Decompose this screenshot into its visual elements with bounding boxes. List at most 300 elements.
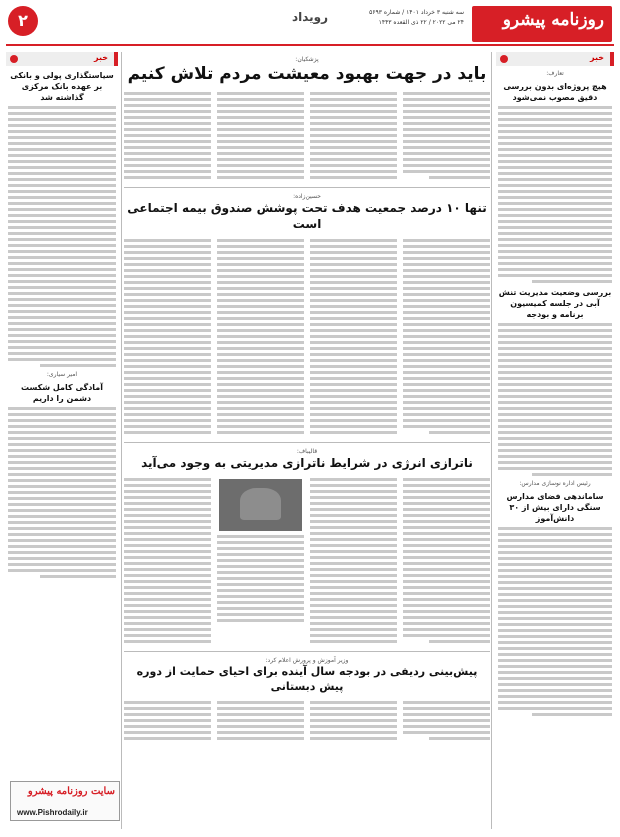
text-line — [403, 134, 490, 137]
text-line — [124, 640, 211, 643]
text-line — [124, 628, 211, 631]
text-line — [217, 269, 304, 272]
text-line — [217, 305, 304, 308]
text-line — [498, 461, 612, 464]
text-line — [124, 347, 211, 350]
text-line — [403, 580, 490, 583]
text-line — [498, 707, 612, 710]
text-line — [403, 568, 490, 571]
text-line — [217, 737, 304, 740]
text-line — [8, 106, 116, 109]
text-line — [124, 574, 211, 577]
story-headline[interactable]: سیاستگذاری پولی و بانکی بر عهده بانک مرکزی گذاشته شد — [10, 71, 114, 102]
text-line — [310, 245, 397, 248]
text-line — [498, 545, 612, 548]
text-line — [310, 502, 397, 505]
text-line — [403, 616, 490, 619]
text-line — [217, 547, 304, 550]
text-line — [8, 244, 116, 247]
text-line — [310, 616, 397, 619]
text-line — [498, 467, 612, 470]
text-line — [217, 707, 304, 710]
text-line — [310, 128, 397, 131]
text-line — [403, 164, 490, 167]
text-line — [217, 407, 304, 410]
text-line — [403, 371, 490, 374]
text-line — [124, 239, 211, 242]
text-line — [124, 158, 211, 161]
text-line — [403, 401, 490, 404]
text-line — [124, 419, 211, 422]
text-line — [498, 112, 612, 115]
text-line — [8, 563, 116, 566]
text-line — [310, 484, 397, 487]
text-line — [124, 713, 211, 716]
text-line — [124, 556, 211, 559]
text-line — [310, 140, 397, 143]
text-line — [403, 419, 490, 422]
text-line — [124, 737, 211, 740]
text-line — [498, 214, 612, 217]
text-line — [217, 323, 304, 326]
text-line — [124, 257, 211, 260]
text-line — [8, 208, 116, 211]
text-line — [124, 251, 211, 254]
text-line — [498, 353, 612, 356]
text-line — [310, 401, 397, 404]
issue-meta — [369, 8, 464, 28]
text-line — [310, 634, 397, 637]
story-kicker: امیر سیاری: — [46, 371, 78, 378]
text-line — [310, 335, 397, 338]
text-line — [310, 520, 397, 523]
text-line — [403, 347, 490, 350]
text-line — [498, 359, 612, 362]
text-line — [310, 490, 397, 493]
text-line — [217, 311, 304, 314]
text-line — [310, 395, 397, 398]
text-line — [124, 317, 211, 320]
text-line — [310, 514, 397, 517]
text-line — [217, 98, 304, 101]
text-line — [8, 461, 116, 464]
text-line — [403, 713, 490, 716]
news-band-label: خبر — [589, 53, 604, 62]
story-headline[interactable]: آمادگی کامل شکست دشمن را داریم — [21, 383, 103, 403]
text-line — [310, 640, 397, 643]
story-body — [124, 698, 490, 743]
text-line — [498, 256, 612, 259]
text-line — [124, 707, 211, 710]
text-line — [217, 559, 304, 562]
text-line — [8, 196, 116, 199]
text-line — [310, 604, 397, 607]
text-line — [498, 629, 612, 632]
text-line — [8, 455, 116, 458]
text-line — [310, 532, 397, 535]
column-divider — [491, 52, 492, 829]
text-line — [217, 263, 304, 266]
text-line — [310, 628, 397, 631]
website-ad[interactable] — [10, 781, 120, 821]
text-line — [217, 347, 304, 350]
text-line — [498, 238, 612, 241]
text-line — [429, 176, 490, 179]
text-line — [403, 158, 490, 161]
text-line — [310, 419, 397, 422]
bullet-icon — [10, 55, 18, 63]
text-line — [124, 731, 211, 734]
text-line — [217, 541, 304, 544]
text-line — [310, 562, 397, 565]
text-line — [403, 496, 490, 499]
text-line — [498, 533, 612, 536]
text-line — [310, 158, 397, 161]
text-line — [498, 190, 612, 193]
text-line — [403, 490, 490, 493]
story-kicker: رئیس اداره نوسازی مدارس: — [519, 480, 591, 487]
text-line — [124, 164, 211, 167]
text-line — [217, 281, 304, 284]
text-line — [124, 170, 211, 173]
text-line — [8, 148, 116, 151]
text-line — [498, 527, 612, 530]
text-line — [8, 358, 116, 361]
text-line — [498, 539, 612, 542]
text-line — [8, 569, 116, 572]
story-body — [124, 89, 490, 182]
text-line — [124, 598, 211, 601]
text-line — [8, 551, 116, 554]
text-line — [217, 140, 304, 143]
text-line — [403, 719, 490, 722]
text-line — [217, 110, 304, 113]
text-line — [498, 335, 612, 338]
text-line — [403, 281, 490, 284]
text-line — [403, 128, 490, 131]
story-body — [498, 527, 612, 716]
text-line — [403, 574, 490, 577]
text-line — [403, 622, 490, 625]
text-line — [532, 280, 612, 283]
text-line — [8, 262, 116, 265]
text-line — [498, 617, 612, 620]
text-line — [217, 553, 304, 556]
text-line — [310, 341, 397, 344]
text-line — [403, 725, 490, 728]
text-line — [403, 116, 490, 119]
text-line — [8, 419, 116, 422]
text-line — [498, 443, 612, 446]
text-line — [403, 383, 490, 386]
text-line — [498, 431, 612, 434]
text-line — [310, 407, 397, 410]
story-divider — [124, 187, 490, 188]
text-line — [8, 443, 116, 446]
text-line — [310, 550, 397, 553]
text-line — [124, 323, 211, 326]
text-line — [310, 431, 397, 434]
text-line — [310, 239, 397, 242]
text-line — [403, 293, 490, 296]
text-line — [310, 98, 397, 101]
story-headline[interactable]: ناترازی انرژی در شرایط ناترازی مدیریتی به وجود می‌آید — [141, 456, 473, 470]
text-line — [310, 269, 397, 272]
text-line — [124, 176, 211, 179]
text-line — [124, 383, 211, 386]
text-line — [124, 604, 211, 607]
text-line — [8, 184, 116, 187]
text-line — [217, 601, 304, 604]
text-line — [310, 598, 397, 601]
text-line — [124, 311, 211, 314]
text-line — [124, 586, 211, 589]
text-line — [124, 92, 211, 95]
text-line — [124, 245, 211, 248]
text-line — [403, 245, 490, 248]
text-line — [217, 583, 304, 586]
text-line — [498, 196, 612, 199]
text-line — [403, 305, 490, 308]
text-line — [217, 395, 304, 398]
text-line — [310, 377, 397, 380]
text-line — [498, 635, 612, 638]
text-line — [217, 317, 304, 320]
text-line — [403, 92, 490, 95]
text-line — [498, 623, 612, 626]
text-line — [498, 599, 612, 602]
text-line — [8, 214, 116, 217]
text-line — [498, 647, 612, 650]
text-line — [217, 701, 304, 704]
text-line — [498, 148, 612, 151]
story-headline[interactable]: تنها ۱۰ درصد جمعیت هدف تحت پوشش صندوق بیمه اجتماعی است — [127, 201, 487, 231]
text-line — [8, 274, 116, 277]
text-line — [403, 287, 490, 290]
text-line — [124, 329, 211, 332]
text-line — [310, 122, 397, 125]
text-line — [498, 419, 612, 422]
text-line — [124, 377, 211, 380]
text-line — [8, 467, 116, 470]
text-line — [498, 455, 612, 458]
text-line — [403, 731, 490, 734]
text-line — [532, 473, 612, 476]
ad-title: سایت روزنامه پیشرو — [27, 786, 115, 797]
text-line — [498, 178, 612, 181]
text-line — [8, 515, 116, 518]
story-divider — [124, 442, 490, 443]
text-line — [310, 305, 397, 308]
lead-headline[interactable]: باید در جهت بهبود معیشت مردم تلاش کنیم — [127, 64, 487, 84]
text-line — [124, 407, 211, 410]
text-line — [124, 725, 211, 728]
text-line — [8, 431, 116, 434]
text-line — [8, 352, 116, 355]
text-line — [310, 359, 397, 362]
text-line — [403, 317, 490, 320]
text-line — [310, 257, 397, 260]
text-line — [403, 634, 490, 637]
text-line — [310, 92, 397, 95]
news-band — [496, 52, 614, 66]
text-line — [124, 413, 211, 416]
text-line — [498, 329, 612, 332]
text-line — [498, 587, 612, 590]
text-line — [498, 208, 612, 211]
text-line — [498, 413, 612, 416]
text-line — [124, 353, 211, 356]
text-line — [124, 335, 211, 338]
text-line — [403, 359, 490, 362]
text-line — [403, 707, 490, 710]
story-headline[interactable]: هیچ پروژه‌ای بدون بررسی دقیق مصوب نمی‌شود — [503, 82, 607, 102]
page-number-badge: ۲ — [8, 6, 38, 36]
section-title: رویداد — [291, 10, 329, 24]
story-headline[interactable]: ساماندهی فضای مدارس سنگی دارای بیش از ۳۰ دانش‌آموز — [506, 492, 604, 523]
text-line — [403, 610, 490, 613]
text-line — [124, 140, 211, 143]
story-kicker: پزشکیان: — [295, 56, 319, 63]
text-line — [124, 616, 211, 619]
text-line — [403, 269, 490, 272]
story-body — [8, 407, 116, 578]
text-line — [124, 544, 211, 547]
text-line — [124, 389, 211, 392]
text-line — [403, 478, 490, 481]
text-line — [310, 574, 397, 577]
ad-url[interactable]: www.Pishrodaily.ir — [17, 808, 88, 817]
text-line — [124, 275, 211, 278]
brand-name: روزنامه پیشرو — [502, 10, 604, 30]
text-line — [498, 653, 612, 656]
text-line — [310, 116, 397, 119]
text-line — [124, 610, 211, 613]
text-line — [310, 353, 397, 356]
text-line — [498, 160, 612, 163]
text-line — [498, 250, 612, 253]
text-line — [498, 184, 612, 187]
text-line — [124, 701, 211, 704]
text-line — [217, 293, 304, 296]
text-line — [403, 395, 490, 398]
text-line — [403, 239, 490, 242]
text-line — [217, 158, 304, 161]
text-line — [498, 136, 612, 139]
text-line — [217, 341, 304, 344]
story-body — [124, 236, 490, 437]
text-line — [8, 226, 116, 229]
text-line — [8, 256, 116, 259]
text-line — [124, 580, 211, 583]
text-line — [8, 310, 116, 313]
story-body — [8, 106, 116, 367]
story-headline[interactable]: بررسی وضعیت مدیریت تنش آبی در جلسه کمیسیون برنامه و بودجه — [498, 288, 612, 319]
text-line — [217, 134, 304, 137]
date-line-1: سه شنبه ۳ خرداد ۱۴۰۱ / شماره ۵۶۹۳ — [369, 9, 464, 16]
text-line — [310, 293, 397, 296]
text-line — [310, 592, 397, 595]
text-line — [403, 275, 490, 278]
text-line — [124, 293, 211, 296]
text-line — [403, 514, 490, 517]
text-line — [310, 496, 397, 499]
text-line — [403, 538, 490, 541]
text-line — [498, 172, 612, 175]
text-line — [217, 116, 304, 119]
text-line — [310, 371, 397, 374]
text-line — [217, 176, 304, 179]
text-line — [217, 577, 304, 580]
text-line — [8, 238, 116, 241]
text-line — [403, 110, 490, 113]
text-line — [217, 619, 304, 622]
text-line — [498, 665, 612, 668]
text-line — [498, 244, 612, 247]
text-line — [310, 323, 397, 326]
text-line — [403, 544, 490, 547]
masthead-logo[interactable] — [472, 6, 612, 42]
text-line — [217, 431, 304, 434]
text-line — [8, 545, 116, 548]
text-line — [498, 268, 612, 271]
text-line — [217, 239, 304, 242]
text-line — [498, 437, 612, 440]
text-line — [124, 104, 211, 107]
text-line — [498, 671, 612, 674]
text-line — [403, 299, 490, 302]
text-line — [8, 334, 116, 337]
text-line — [217, 164, 304, 167]
text-line — [403, 104, 490, 107]
text-line — [217, 425, 304, 428]
text-line — [217, 287, 304, 290]
text-line — [498, 220, 612, 223]
text-line — [8, 557, 116, 560]
text-line — [310, 580, 397, 583]
text-line — [403, 598, 490, 601]
text-line — [310, 251, 397, 254]
text-line — [217, 419, 304, 422]
text-line — [310, 275, 397, 278]
text-line — [124, 269, 211, 272]
text-line — [8, 485, 116, 488]
text-line — [310, 526, 397, 529]
text-line — [310, 299, 397, 302]
text-line — [124, 514, 211, 517]
text-line — [498, 407, 612, 410]
text-line — [217, 413, 304, 416]
text-line — [498, 274, 612, 277]
text-line — [124, 550, 211, 553]
text-line — [124, 152, 211, 155]
text-line — [429, 431, 490, 434]
text-line — [403, 311, 490, 314]
text-line — [429, 640, 490, 643]
text-line — [124, 592, 211, 595]
text-line — [124, 146, 211, 149]
text-line — [498, 563, 612, 566]
text-line — [310, 538, 397, 541]
news-photo — [219, 479, 302, 531]
text-line — [8, 346, 116, 349]
story-divider — [124, 651, 490, 652]
text-line — [498, 569, 612, 572]
story-headline[interactable]: پیش‌بینی ردیفی در بودجه سال آینده برای احیای حمایت از دوره پیش دبستانی — [136, 665, 478, 693]
text-line — [403, 520, 490, 523]
text-line — [8, 503, 116, 506]
text-line — [498, 581, 612, 584]
